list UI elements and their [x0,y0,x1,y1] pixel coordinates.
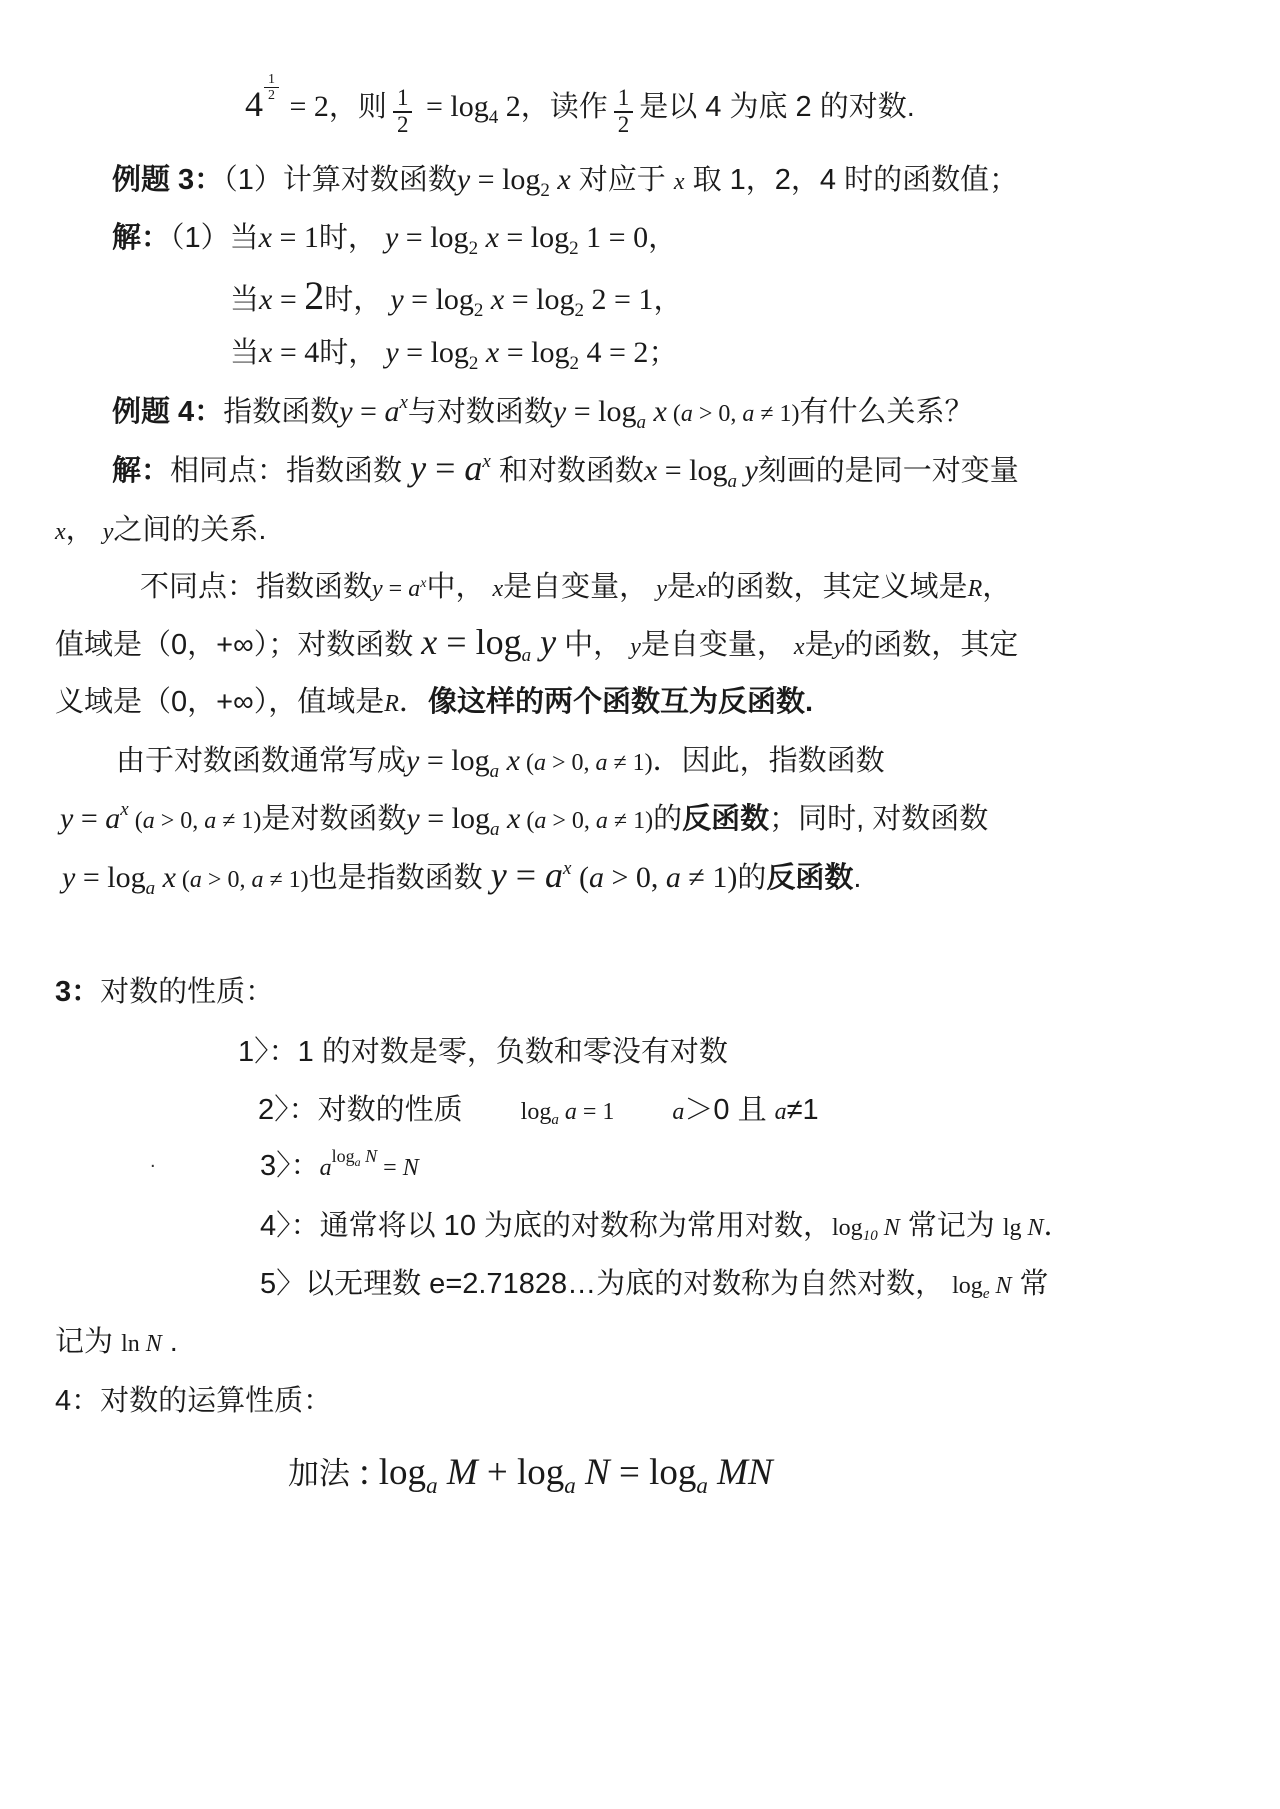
fraction-denominator: 2 [393,111,413,138]
text-segment: ( [519,750,534,776]
text-segment: （1）计算对数函数 [223,164,457,196]
text-segment: a [142,808,155,834]
text-segment: e [982,1286,990,1302]
text-segment: 像这样的两个函数互为反函数. [427,686,813,718]
text-segment: = 1 [576,1099,615,1125]
text-segment: = log [418,90,489,124]
text-segment: 时， [319,337,386,369]
text-segment: ，读作 [520,91,608,124]
text-segment: 2 [468,353,479,374]
text-segment: y [531,622,557,662]
text-segment: y [410,448,427,488]
text-segment: x [478,221,499,254]
text-segment [463,1094,521,1126]
text-segment: ．因此，指数函数 [652,745,885,777]
text-segment: > 0, [546,808,596,834]
fraction-numerator: 1 [396,85,409,111]
text-segment: a [742,401,755,427]
text-segment: x [563,858,572,879]
text-segment: ( [666,401,681,427]
text-segment: = log [504,283,575,316]
text-segment: 2 [569,238,579,259]
text-segment: x [695,576,707,602]
text-segment: a [545,855,563,895]
text-segment: 和对数函数 [490,455,644,487]
difference-line-2 [55,621,1018,667]
text-segment: 刻画的是同一对变量 [757,455,1019,487]
text-segment: 2 [473,300,484,321]
text-segment: 的 [653,803,683,835]
text-segment: 对数的性质： [100,976,275,1008]
text-segment: = log [403,283,474,316]
text-segment: x [258,221,272,254]
text-segment: x [259,283,273,316]
text-segment: x [673,169,685,195]
text-segment: = log [398,221,469,254]
text-segment: ( [571,861,589,894]
text-segment: = log [398,336,469,369]
text-segment: 是 [804,629,834,661]
text-segment: 的 [737,862,767,894]
text-segment: y [372,576,383,602]
text-segment: 加法 [288,1456,350,1491]
text-segment: y [833,634,845,660]
text-segment: a [464,448,483,488]
text-segment: : log [350,1452,427,1493]
text-segment: R [384,691,399,717]
text-segment: = [352,395,385,428]
text-segment: 4 [245,84,263,125]
text-segment: 例题 4： [112,396,224,428]
text-segment: . [150,1150,156,1172]
text-segment: 常记为 [899,1210,1003,1242]
text-segment: MN [707,1452,773,1493]
property-5 [260,1261,1049,1303]
text-segment: ≠ 1) [754,401,800,427]
text-segment: = log [419,744,490,777]
text-segment [614,1094,672,1126]
text-segment: = log [499,336,570,369]
text-segment: a [696,1473,708,1498]
text-segment: a [105,802,121,835]
text-segment: . [161,1326,178,1358]
text-segment: x [421,622,438,662]
text-segment: a [558,1099,577,1125]
text-segment: 是以 4 为底 2 的对数. [639,91,915,124]
text-segment: 4：对数的运算性质： [55,1385,333,1417]
text-segment: ， [65,514,103,546]
text-segment: a [588,861,604,894]
text-segment: 记为 [55,1326,122,1358]
text-segment: ， [982,571,1012,603]
fraction [393,86,413,138]
text-segment: = [377,1155,403,1181]
text-segment: = 2 [282,90,329,124]
text-segment: y [406,802,420,835]
text-segment: x [482,451,491,472]
stray-mark [150,1150,156,1173]
text-segment: x [259,336,273,369]
text-segment: a [489,761,500,782]
solution-4-line-1 [112,447,1019,493]
text-segment: a [595,808,608,834]
text-segment: = 1 [271,221,319,254]
text-segment: = [426,448,465,488]
text-segment: = log [419,802,491,835]
text-segment: 义域是（0，+∞），值域是 [55,686,385,718]
text-segment: 1 = 0 [578,221,649,254]
text-segment: x [55,519,66,545]
text-segment: ；同时, 对数函数 [769,803,989,835]
text-segment: ， [653,284,683,316]
text-segment: ≠ 1) [607,808,654,834]
text-segment: 10 [862,1228,878,1244]
text-segment: 例题 3： [112,164,224,196]
fraction-numerator: 1 [617,85,630,111]
text-segment: 2〉：对数的性质 [258,1094,463,1126]
text-segment: M [437,1452,478,1493]
text-segment: y [656,576,667,602]
text-segment: N [877,1215,900,1241]
text-segment: 4 [488,107,499,129]
solution-3-line-2 [230,272,682,322]
text-segment: y [736,454,758,487]
text-segment: 2 [569,353,580,374]
fraction-denominator: 2 [264,87,279,103]
text-segment: a [551,1112,559,1128]
text-segment: 对应于 [570,164,674,196]
text-segment: 解： [112,455,171,487]
text-segment: y [630,634,641,660]
text-segment: ≠ 1) [216,808,262,834]
text-segment: 中， [426,571,493,603]
example-3-heading [112,157,1018,202]
text-segment: 4 = 2 [579,336,649,369]
text-segment: a [665,861,681,894]
text-segment: x [399,392,408,413]
text-segment: 中， [556,629,631,661]
text-segment: 4〉：通常将以 10 为底的对数称为常用对数， [260,1210,833,1242]
text-segment: 也是指数函数 [308,862,491,894]
text-segment: 时， [318,222,385,254]
fraction [614,86,634,138]
text-segment: = [272,283,305,316]
text-segment: a [426,1473,438,1498]
inverse-paragraph-line-2 [60,796,988,841]
text-segment: 时， [324,284,391,316]
text-segment: = [506,855,545,895]
text-segment: 2 [574,300,585,321]
text-segment: 2 [498,90,521,124]
inverse-paragraph-line-3 [62,854,861,900]
text-segment: N [139,1331,162,1357]
text-segment: 2 [540,180,550,201]
text-segment: log [952,1273,983,1299]
text-segment: x [155,861,176,894]
section-3-heading [55,969,274,1010]
text-segment: a [533,750,546,776]
text-segment: log [832,1215,863,1241]
text-segment: ， [648,222,678,254]
text-segment: x [478,336,500,369]
text-segment: > 0, [603,861,666,894]
text-segment: y [406,744,420,777]
text-segment: ≠1 [786,1094,819,1126]
text-segment: ，则 [328,91,387,124]
text-segment: y [390,283,404,316]
text-segment: a [774,1099,787,1125]
text-segment: x [483,283,505,316]
text-segment: a [354,1155,361,1169]
text-segment: 反函数 [682,803,770,835]
text-segment: 的函数，其定 [844,629,1019,661]
fraction-numerator: 1 [268,72,275,87]
text-segment: 相同点：指数函数 [170,455,411,487]
solution-3-line-1 [112,215,677,260]
text-segment: N [989,1273,1012,1299]
text-segment: 是自变量， [503,571,657,603]
difference-line-3 [55,679,813,720]
text-segment: ( [175,867,190,893]
text-segment: y [102,519,114,545]
text-segment: 解： [112,222,171,254]
text-segment: 与对数函数 [407,396,553,428]
text-segment: a [408,576,421,602]
text-segment: = [73,802,106,835]
text-segment: x [499,744,520,777]
text-segment: = log [437,622,522,662]
text-segment: 反函数 [766,862,854,894]
text-segment: 是自变量， [640,629,794,661]
text-segment: N [1021,1215,1044,1241]
text-segment: ≠ 1) [680,861,738,894]
text-segment: y [456,163,471,196]
text-segment: x [120,799,129,820]
text-segment: a [251,867,264,893]
text-segment: + log [477,1452,565,1493]
text-segment: 是 [666,571,696,603]
solution-3-line-3 [230,330,677,375]
text-segment: 是对数函数 [261,803,407,835]
text-segment: （1）当 [170,222,259,254]
text-segment: = log [470,163,541,196]
text-segment: y [60,802,74,835]
text-segment: 5〉以无理数 e=2.71828…为底的对数称为自然对数， [260,1268,953,1300]
text-segment: a [595,750,608,776]
text-segment: 常 [1011,1268,1049,1300]
text-segment: a [636,412,646,433]
text-segment: 当 [230,337,260,369]
property-3 [260,1143,419,1184]
text-segment: 当 [230,284,260,316]
property-2 [258,1087,819,1129]
text-segment: a [564,1473,576,1498]
text-segment: ( [128,808,143,834]
text-segment: a [189,867,202,893]
example-4-heading [112,389,974,434]
text-segment: y [384,221,399,254]
text-segment: = log [498,221,570,254]
text-segment: y [385,336,399,369]
solution-4-line-2 [55,507,266,548]
text-segment: ． [398,686,428,718]
text-segment: 指数函数 [223,396,340,428]
text-segment: = [382,576,409,602]
section-4-heading [55,1378,332,1419]
addition-rule-formula [288,1448,773,1499]
text-segment: 3〉： [260,1150,320,1182]
text-segment: ； [648,337,678,369]
text-segment: ( [520,808,535,834]
text-segment: a [521,645,532,666]
text-segment: a [727,471,737,492]
text-segment: log [520,1099,552,1125]
text-segment: 不同点：指数函数 [140,571,373,603]
text-segment: a [384,395,400,428]
text-segment: = log [75,861,146,894]
text-segment: ln [121,1331,140,1357]
text-segment: R [967,576,983,602]
formula-fraction-example [245,72,915,138]
text-segment: a [204,808,217,834]
text-segment: 2 = 1 [584,283,654,316]
fraction [264,72,279,103]
text-segment: a [534,808,547,834]
text-segment: > 0, [545,750,596,776]
text-segment: a [490,819,500,840]
text-segment: x [643,454,658,487]
text-segment: 有什么关系？ [799,396,974,428]
property-1 [238,1029,728,1070]
text-segment: x [492,576,504,602]
text-segment: ≠ 1) [607,750,653,776]
text-segment: . [853,862,862,894]
text-segment: = log [566,395,637,428]
difference-line-1 [140,564,1011,605]
text-segment: 值域是（0，+∞）；对数函数 [55,629,422,661]
text-segment: x [793,634,805,660]
text-segment: ＞0 且 [684,1094,775,1126]
text-segment: y [339,395,353,428]
property-5-continued [55,1319,178,1360]
text-segment: x [420,576,427,591]
text-segment: N [402,1155,419,1181]
text-segment: x [646,395,667,428]
text-segment: 的函数，其定义域是 [706,571,968,603]
text-segment: = log [657,454,728,487]
text-segment: lg [1002,1215,1022,1241]
text-segment: 取 1，2，4 时的函数值； [684,164,1019,196]
superscript-group [332,1146,378,1170]
text-segment: x [499,802,521,835]
text-segment: > 0, [154,808,205,834]
property-4 [260,1203,1073,1245]
fraction-denominator: 2 [614,111,634,138]
text-segment: a [672,1099,685,1125]
text-segment: = 4 [272,336,320,369]
text-segment: = log [609,1452,697,1493]
text-segment: a [680,401,693,427]
text-segment: ≠ 1) [263,867,309,893]
text-segment: N [575,1452,610,1493]
text-segment: 2 [468,238,479,259]
text-segment: y [62,861,76,894]
text-segment: > 0, [201,867,252,893]
text-segment: ． [1043,1210,1073,1242]
text-segment: 由于对数函数通常写成 [116,745,407,777]
text-segment: y [552,395,567,428]
text-segment: y [490,855,507,895]
text-segment: 之间的关系. [113,514,267,546]
text-segment: a [145,878,156,899]
text-segment: x [549,163,571,196]
text-segment: 1〉：1 的对数是零，负数和零没有对数 [238,1036,728,1068]
text-segment: N [360,1146,378,1166]
text-segment: 2 [304,273,325,318]
text-segment: 3： [55,976,101,1008]
text-segment: > 0, [692,401,743,427]
inverse-paragraph-line-1 [116,738,885,783]
text-segment: a [319,1155,332,1181]
text-segment: log [331,1146,355,1166]
